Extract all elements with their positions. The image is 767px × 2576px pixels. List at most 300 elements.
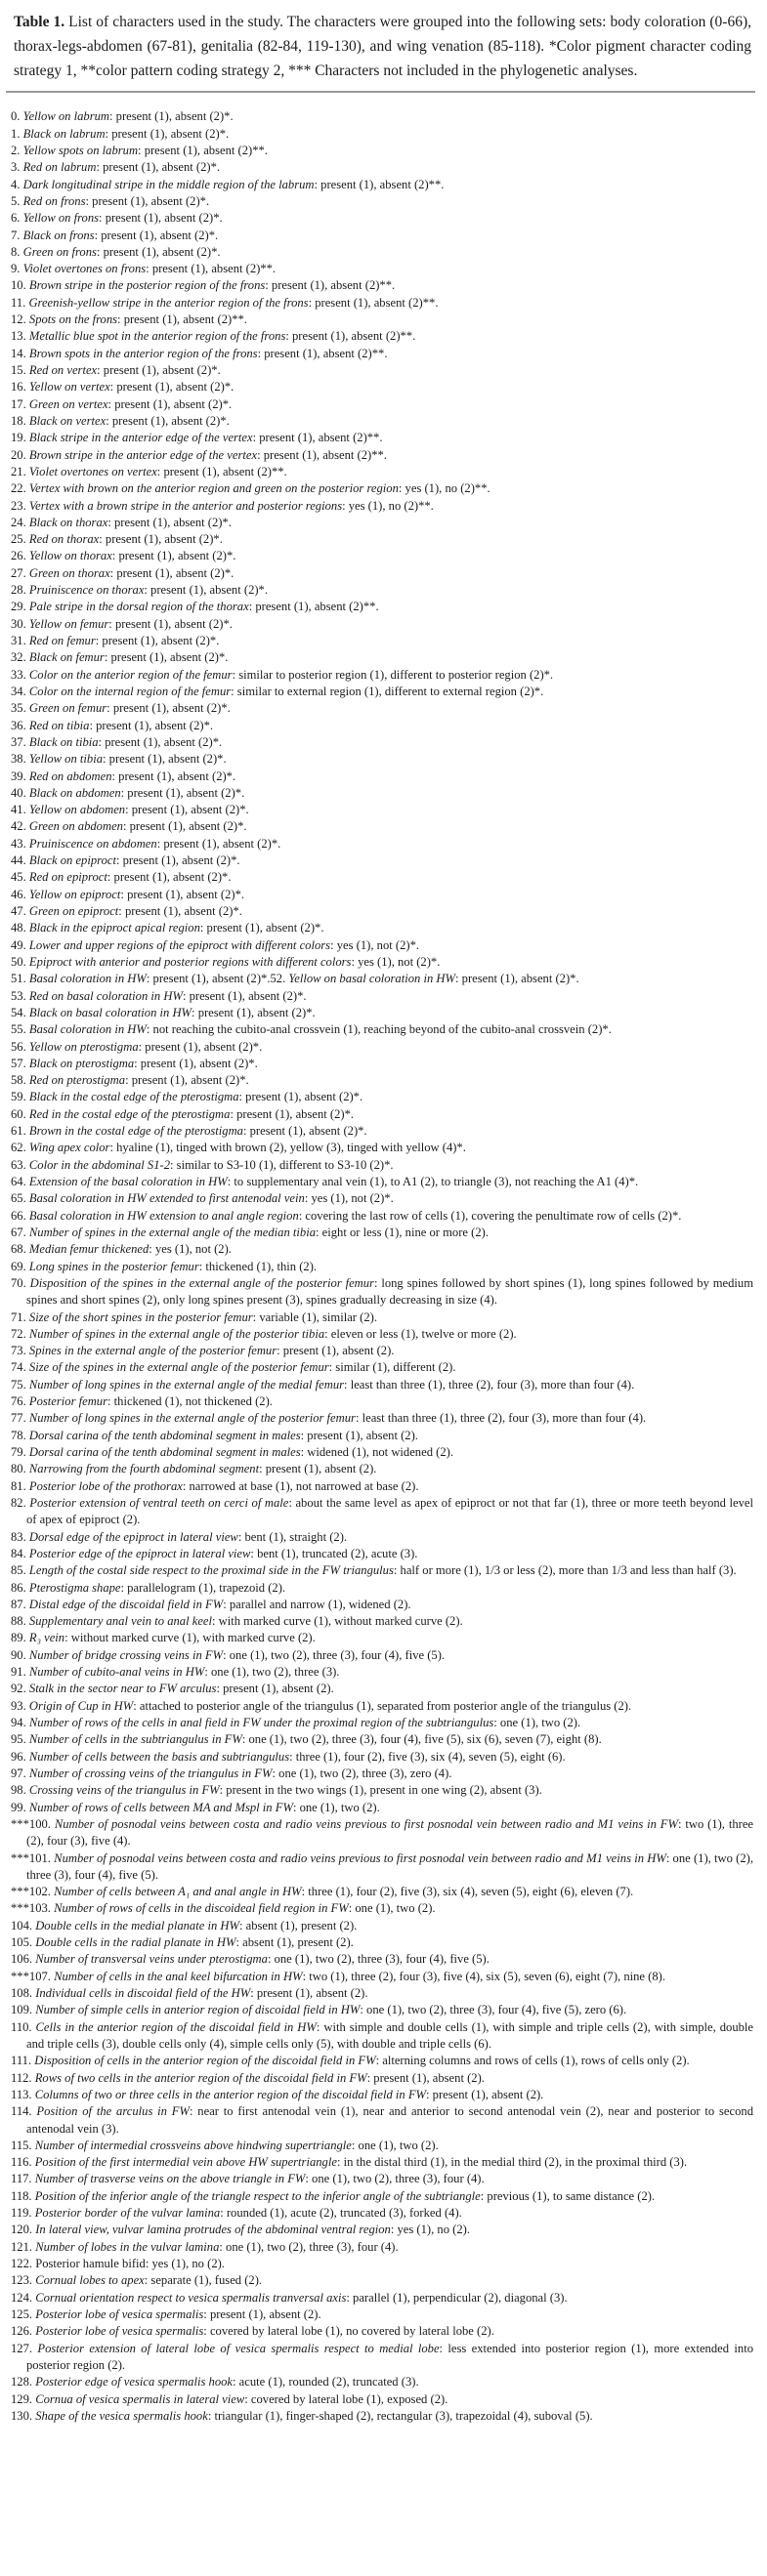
item-number: 77.: [11, 1411, 29, 1426]
item-number: 23.: [11, 498, 29, 513]
character-item: [11, 159, 753, 176]
item-name: Stalk in the sector near to FW arculus: [28, 1682, 217, 1696]
character-item: [11, 1275, 754, 1309]
character-item: [11, 1715, 753, 1731]
item-number: 20.: [11, 447, 29, 462]
character-item: [11, 1174, 753, 1190]
item-states: : present (1), absent (2)*.: [122, 819, 247, 834]
item-name: Cornua of vesica spermalis in lateral view: [35, 2391, 245, 2406]
item-number: 19.: [11, 431, 29, 445]
character-item: [11, 1630, 753, 1646]
character-item: [11, 616, 753, 633]
item-number: 0.: [11, 109, 23, 124]
character-item: [11, 1461, 753, 1477]
item-states: : least than three (1), three (2), four (3), more than four (4).: [355, 1411, 647, 1426]
item-number: 18.: [11, 413, 29, 428]
item-number: 107.: [28, 1969, 55, 1983]
item-number: 119.: [11, 2206, 35, 2221]
character-item: [11, 633, 753, 649]
item-name: Violet overtones on vertex: [28, 464, 157, 478]
item-name: Yellow on femur: [28, 616, 109, 631]
item-number: 4.: [11, 177, 23, 191]
item-name: Number of long spines in the external angle of the medial femur: [28, 1377, 345, 1392]
item-number: 36.: [11, 718, 29, 732]
character-item: [11, 2103, 753, 2138]
character-item: [11, 734, 753, 751]
item-number: 94.: [11, 1716, 29, 1730]
item-number: 95.: [11, 1732, 29, 1747]
item-name: Black on abdomen: [28, 785, 121, 800]
character-item: [11, 1766, 753, 1782]
item-states: : present (1), absent (2)*.: [144, 583, 269, 598]
item-states: : present (1), absent (2)*.: [242, 1124, 367, 1139]
item-states: : bent (1), truncated (2), acute (3).: [250, 1546, 418, 1560]
item-name: Yellow on tibia: [28, 752, 104, 767]
item-name: Number of intermedial crossveins above hindwing supertriangle: [34, 2138, 352, 2152]
character-item: [11, 1749, 753, 1766]
item-name: Red on tibia: [28, 718, 90, 732]
item-states: : one (1), two (2).: [493, 1716, 581, 1730]
item-states: : attached to posterior angle of the triangulus (1), separated from posterior angle of the triangulus (2).: [133, 1698, 632, 1713]
item-number: 38.: [11, 752, 29, 767]
item-states: : rounded (1), acute (2), truncated (3), forked (4).: [220, 2206, 462, 2221]
item-states: : present (1), absent (2)*.: [103, 752, 227, 767]
item-name: Posterior lobe of the prothorax: [28, 1478, 183, 1493]
item-name: Black on tibia: [28, 734, 99, 749]
character-item: [11, 346, 753, 362]
character-item: [11, 903, 753, 920]
item-states: : present (1), absent (2)*.: [107, 701, 231, 716]
item-name: Posterior femur: [28, 1394, 107, 1409]
item-states: : covered by lateral lobe (1), no covered by lateral lobe (2).: [203, 2324, 494, 2339]
character-item: [11, 1089, 753, 1105]
item-name: Green on frons: [22, 244, 97, 259]
item-states: : yes (1), not (2)*.: [351, 954, 441, 969]
item-name: Pterostigma shape: [28, 1580, 121, 1595]
item-number: 68.: [11, 1242, 29, 1257]
item-number: 21.: [11, 464, 29, 478]
item-name: Distal edge of the discoidal field in FW: [28, 1597, 224, 1611]
character-item: [11, 1597, 753, 1613]
item-name: Shape of the vesica spermalis hook: [35, 2408, 208, 2423]
character-item: [11, 1951, 753, 1968]
character-item: [11, 2222, 753, 2238]
character-item: [11, 2306, 753, 2323]
item-number: 116.: [11, 2155, 35, 2170]
item-number: 90.: [11, 1647, 29, 1662]
item-states: : present (1), absent (2)*.: [97, 363, 221, 378]
item-name: Pruiniscence on abdomen: [28, 836, 157, 851]
character-item: [11, 1731, 753, 1748]
item-name: Spines in the external angle of the posterior femur: [28, 1344, 277, 1358]
item-name: In lateral view, vulvar lamina protrudes of the abdominal ventral region: [35, 2223, 391, 2237]
item-number: 112.: [11, 2070, 35, 2085]
item-name: Basal coloration in HW: [28, 972, 147, 986]
item-states: : present (1), absent (2)*.: [85, 193, 210, 208]
item-number: 111.: [11, 2054, 35, 2068]
item-number: 83.: [11, 1529, 29, 1544]
item-states: : present (1), absent (2)*.: [104, 650, 229, 665]
item-name: Green on abdomen: [28, 819, 123, 834]
item-states: : similar to external region (1), different to external region (2)*.: [231, 684, 544, 698]
item-states: : present (1), absent (2)*.: [96, 244, 221, 259]
item-name: Crossing veins of the triangulus in FW: [28, 1783, 220, 1798]
item-name: Black on femur: [28, 650, 105, 665]
item-states: : one (1), two (2), three (3), four (4), five (5).: [223, 1647, 446, 1662]
item-number: 114.: [11, 2104, 37, 2119]
character-item: [11, 599, 753, 615]
character-item: [11, 1900, 753, 1917]
item-number: 33.: [11, 667, 29, 682]
item-name: Greenish-yellow stripe in the anterior region of the frons: [28, 295, 309, 310]
item-name: Epiproct with anterior and posterior regions with different colors: [28, 954, 352, 969]
character-item: [11, 2188, 753, 2205]
item-number: 102.: [28, 1885, 55, 1899]
item-number: 85.: [11, 1563, 29, 1578]
item-name: Color on the anterior region of the femur: [28, 667, 233, 682]
item-name: Number of trasverse veins on the above triangle in FW: [34, 2172, 306, 2186]
character-item: [11, 1850, 754, 1885]
not-included-marker: ***: [11, 1885, 29, 1899]
item-number: 45.: [11, 870, 29, 885]
character-item: [11, 1039, 753, 1056]
item-name: Metallic blue spot in the anterior region of the frons: [28, 329, 286, 344]
item-states: : present (1), absent (2).: [250, 1986, 368, 2001]
item-number: 9.: [11, 262, 23, 276]
item-number: 29.: [11, 600, 29, 614]
item-states: : one (1), two (2), three (3), four (4).: [305, 2172, 485, 2186]
item-states: : present (1), absent (2)*.: [134, 1056, 258, 1070]
character-item: [11, 143, 753, 159]
item-number: 100.: [28, 1816, 55, 1831]
item-number: 66.: [11, 1208, 29, 1223]
item-name: Red on pterostigma: [28, 1073, 126, 1088]
character-item: [11, 531, 753, 548]
character-item: [11, 718, 753, 734]
character-item: [11, 1969, 753, 1985]
character-item: [11, 1681, 753, 1697]
item-states: : one (1), two (2), three (3), four (4), five (5).: [26, 1850, 754, 1882]
item-name: Red in the costal edge of the pterostigma: [28, 1106, 231, 1121]
character-item: [11, 1478, 753, 1495]
item-states: : three (1), four (2), five (3), six (4), seven (5), eight (6).: [289, 1749, 566, 1764]
item-number: 73.: [11, 1344, 29, 1358]
item-name: Position of the first intermedial vein above HW supertriangle: [34, 2155, 337, 2170]
item-states: : present in the two wings (1), present in one wing (2), absent (3).: [219, 1783, 542, 1798]
item-name: Wing apex color: [28, 1141, 110, 1155]
not-included-marker: ***: [11, 1816, 29, 1831]
item-name: Red on labrum: [22, 160, 97, 175]
item-states: : one (1), two (2), three (3), zero (4).: [272, 1766, 452, 1780]
item-number: 57.: [11, 1056, 29, 1070]
item-name: Red on epiproct: [28, 870, 107, 885]
character-item: [11, 2323, 753, 2340]
item-number: 8.: [11, 244, 23, 259]
item-number: 108.: [11, 1986, 36, 2001]
item-states: : present (1), absent (2).: [300, 1428, 418, 1442]
character-item: [11, 2272, 753, 2289]
item-name: Size of the spines in the external angle of the posterior femur: [28, 1360, 329, 1375]
item-name: Dorsal edge of the epiproct in lateral view: [28, 1529, 238, 1544]
character-item: [11, 1225, 753, 1241]
item-states: : two (1), three (2), four (3), five (4), six (5), seven (6), eight (7), nine (8).: [302, 1969, 665, 1983]
item-number: 54.: [11, 1005, 29, 1019]
character-item: [11, 937, 753, 954]
character-item: [11, 480, 753, 497]
item-states: : one (1), two (2), three (3), four (4), five (5), six (6), seven (7), eight (8).: [241, 1732, 602, 1747]
character-item: [11, 1005, 753, 1021]
character-item: [11, 1056, 753, 1072]
character-item: [11, 1613, 753, 1630]
item-name: Posterior lobe of vesica spermalis: [35, 2306, 204, 2321]
item-number: 44.: [11, 853, 29, 868]
item-states: : yes (1), no (2)**.: [342, 498, 434, 513]
character-item: [11, 312, 753, 328]
item-name: Vertex with a brown stripe in the anterior and posterior regions: [28, 498, 343, 513]
item-number: 70.: [11, 1275, 30, 1290]
character-item: [11, 2290, 753, 2306]
item-name: Pale stripe in the dorsal region of the thorax: [28, 600, 249, 614]
item-number: 121.: [11, 2239, 36, 2254]
item-name: Disposition of the spines in the external angle of the posterior femur: [29, 1275, 374, 1290]
item-number: 93.: [11, 1698, 29, 1713]
item-states: : present (1), absent (2)**.: [138, 143, 268, 157]
item-name: Length of the costal side respect to the proximal side in the FW triangulus: [28, 1563, 394, 1578]
item-name: Pruiniscence on thorax: [28, 583, 145, 598]
item-number: 88.: [11, 1614, 29, 1629]
item-number: 2.: [11, 143, 23, 157]
item-states: : about the same level as apex of epiproct or not that far (1), three or more teeth beyond level of apex of epiproct (2).: [26, 1495, 753, 1527]
item-name: Black on labrum: [22, 126, 106, 141]
item-states: : present (1), absent (2).: [426, 2087, 544, 2101]
character-item: [11, 1698, 753, 1715]
item-number: 109.: [11, 2003, 36, 2017]
item-number: 15.: [11, 363, 29, 378]
item-number: 64.: [11, 1175, 29, 1189]
item-name: Cells in the anterior region of the discoidal field in HW: [35, 2019, 317, 2034]
item-name: Black stripe in the anterior edge of the vertex: [28, 431, 253, 445]
character-item: [11, 515, 753, 531]
item-states: : bent (1), straight (2).: [237, 1529, 348, 1544]
character-item: [11, 2408, 753, 2425]
character-item: [11, 2002, 753, 2018]
item-name: Posterior border of the vulvar lamina: [34, 2206, 221, 2221]
character-item: [11, 413, 753, 430]
item-states: : long spines followed by short spines (1), long spines followed by medium spines and short spines (2), only long spines present (3), spines gradually decreasing in size (4).: [26, 1275, 754, 1308]
item-number: 47.: [11, 904, 29, 919]
item-states: : yes (1), not (2)*.: [330, 937, 420, 952]
item-name: Black in the epiproct apical region: [28, 921, 200, 935]
item-name: Dorsal carina of the tenth abdominal segment in males: [28, 1428, 301, 1442]
item-states: : narrowed at base (1), not narrowed at base (2).: [182, 1478, 419, 1493]
item-name: Number of spines in the external angle of the median tibia: [28, 1225, 317, 1239]
item-name: Origin of Cup in HW: [28, 1698, 134, 1713]
not-included-marker: ***: [11, 1901, 29, 1916]
character-item: [11, 1580, 753, 1597]
item-states: : present (1), absent (2)*.: [109, 565, 234, 580]
character-item: [11, 1106, 753, 1123]
item-states: : not reaching the cubito-anal crossvein (1), reaching beyond of the cubito-anal crossvein (2)*.: [146, 1022, 612, 1037]
item-states: : present (1), absent (2)**.: [265, 278, 396, 293]
item-name: Black on frons: [22, 228, 95, 242]
item-number: 78.: [11, 1428, 29, 1442]
item-states: : present (1), absent (2)*.: [120, 887, 245, 901]
character-item: [11, 1934, 753, 1951]
character-item: [11, 1782, 753, 1799]
item-name: Brown in the costal edge of the pterostigma: [28, 1124, 243, 1139]
table-caption: [14, 10, 751, 83]
item-states: : present (1), absent (2)**.: [252, 431, 383, 445]
item-name: Number of bridge crossing veins in FW: [28, 1647, 224, 1662]
item-number: 75.: [11, 1377, 29, 1392]
item-name: Extension of the basal coloration in HW: [28, 1175, 228, 1189]
item-number: 110.: [11, 2019, 36, 2034]
item-states: : separate (1), fused (2).: [144, 2273, 263, 2288]
item-number: 63.: [11, 1157, 29, 1172]
item-name: Brown stripe in the anterior edge of the vertex: [28, 447, 258, 462]
item-states: : present (1), absent (2)*.: [107, 870, 232, 885]
item-number: 98.: [11, 1783, 29, 1798]
character-item: [11, 2087, 753, 2103]
item-name: Yellow on epiproct: [28, 887, 121, 901]
item-states: : alterning columns and rows of cells (1), rows of cells only (2).: [375, 2054, 690, 2068]
character-item: [11, 447, 753, 464]
item-states: : present (1), absent (2).: [277, 1344, 395, 1358]
item-name: Black on thorax: [28, 515, 108, 529]
character-item: [11, 1393, 753, 1410]
character-item: [11, 2138, 753, 2154]
item-number: 34.: [11, 684, 29, 698]
item-name: Posterior edge of vesica spermalis hook: [35, 2375, 234, 2389]
item-number: 96.: [11, 1749, 29, 1764]
item-states: : covered by lateral lobe (1), exposed (2).: [244, 2391, 448, 2406]
item-states: : yes (1), no (2)**.: [398, 481, 490, 496]
item-states: : thickened (1), not thickened (2).: [107, 1394, 273, 1409]
item-states: : present (1), absent (2)*.: [96, 160, 221, 175]
item-number: 35.: [11, 701, 29, 716]
item-name: Disposition of cells in the anterior region of the discoidal field in FW: [34, 2054, 376, 2068]
item-states: : to supplementary anal vein (1), to A1 (2), to triangle (3), not reaching the A1 (4)*.: [227, 1175, 639, 1189]
item-states: : one (1), two (2).: [348, 1901, 436, 1916]
item-number: 87.: [11, 1597, 29, 1611]
item-number: 106.: [11, 1952, 36, 1967]
character-item: [11, 1410, 753, 1427]
character-item: [11, 1664, 753, 1681]
character-item: [11, 1444, 753, 1461]
item-number: 103.: [28, 1901, 55, 1916]
item-name: Posterior extension of lateral lobe of vesica spermalis respect to medial lobe: [37, 2341, 440, 2355]
character-item: [11, 362, 753, 379]
item-number: 128.: [11, 2375, 36, 2389]
item-name: Black on pterostigma: [28, 1056, 135, 1070]
character-item: [11, 2171, 753, 2187]
item-name: Long spines in the posterior femur: [28, 1259, 199, 1273]
item-states: : present (1), absent (2)*.: [138, 1039, 263, 1054]
item-name: Red on frons: [22, 193, 86, 208]
item-states: : one (1), two (2), three (3), four (4).: [219, 2239, 399, 2254]
item-name: Yellow on frons: [22, 211, 100, 226]
table-caption-text: List of characters used in the study. The characters were grouped into the following sets: body coloration (0-66), thorax-legs-abdomen (67-81), genitalia (82-84, 119-130), and wing venation (85-118). *Color pigment character coding strategy 1, **color pattern coding strategy 2, *** Characters not included in the phylogenetic analyses.: [14, 14, 751, 80]
item-states: : present (1), absent (2)**.: [314, 177, 445, 191]
item-number: 56.: [11, 1039, 29, 1054]
item-states: : present (1), absent (2)**.: [117, 312, 247, 327]
character-item: [11, 1918, 753, 1934]
item-number: 59.: [11, 1090, 29, 1104]
item-name: Number of posnodal veins between costa and radio veins previous to first posnodal vein between radio and M1 veins in HW: [54, 1850, 666, 1865]
item-name: Green on thorax: [28, 565, 110, 580]
character-item: [11, 1208, 753, 1225]
item-number: 50.: [11, 954, 29, 969]
character-list: [6, 108, 755, 2425]
item-name: Rows of two cells in the anterior region of the discoidal field in FW: [34, 2070, 367, 2085]
character-item: [11, 2070, 753, 2087]
item-number: 27.: [11, 565, 29, 580]
character-item: [11, 244, 753, 261]
character-item: [11, 328, 753, 345]
item-name: Black on epiproct: [28, 853, 116, 868]
item-name: Number of cells between A₁ and anal angle in HW: [54, 1885, 302, 1899]
item-states: : previous (1), to same distance (2).: [480, 2188, 656, 2203]
item-number: 42.: [11, 819, 29, 834]
item-states: : variable (1), similar (2).: [252, 1309, 377, 1324]
item-number: 97.: [11, 1766, 29, 1780]
item-states: : present (1), absent (2)*.: [199, 921, 324, 935]
item-number: 31.: [11, 634, 29, 648]
item-number: 32.: [11, 650, 29, 665]
item-states: : present (1), absent (2)**.: [156, 464, 287, 478]
item-number: 67.: [11, 1225, 29, 1239]
character-item: [11, 2256, 753, 2272]
item-states: : hyaline (1), tinged with brown (2), yellow (3), tinged with yellow (4)*.: [109, 1141, 466, 1155]
item-number: 124.: [11, 2290, 36, 2305]
character-item: [11, 836, 753, 852]
item-name: Number of transversal veins under pterostigma: [35, 1952, 268, 1967]
character-item: [11, 988, 753, 1005]
item-states: : present (1), absent (2)*.: [230, 1106, 355, 1121]
item-number: 84.: [11, 1546, 29, 1560]
item-name: Position of the arculus in FW: [36, 2104, 190, 2119]
item-number: 46.: [11, 887, 29, 901]
item-name: Number of cells in the anal keel bifurcation in HW: [54, 1969, 303, 1983]
item-number: 17.: [11, 396, 29, 411]
item-name: Brown spots in the anterior region of the frons: [28, 346, 258, 360]
character-item: [11, 1495, 753, 1529]
character-item: [11, 1326, 753, 1343]
item-name: Number of spines in the external angle of the posterior tibia: [28, 1326, 325, 1341]
item-number: 12.: [11, 312, 29, 327]
item-name: Position of the inferior angle of the triangle respect to the inferior angle of the subtriangle: [34, 2188, 481, 2203]
character-item: [11, 887, 753, 903]
character-item: [11, 2341, 753, 2375]
character-item: [11, 852, 753, 869]
item-name: Black on vertex: [28, 413, 107, 428]
item-number: 91.: [11, 1665, 29, 1680]
item-number: 113.: [11, 2087, 35, 2101]
item-states: : present (1), absent (2).: [203, 2306, 321, 2321]
item-number: 3.: [11, 160, 23, 175]
item-number: 40.: [11, 785, 29, 800]
character-item: [11, 565, 753, 582]
item-states: : present (1), absent (2).: [216, 1682, 334, 1696]
item-states: : parallel (1), perpendicular (2), diagonal (3).: [346, 2290, 568, 2305]
item-name: Double cells in the radial planate in HW: [35, 1935, 236, 1950]
character-item: [11, 1190, 753, 1207]
character-item: [11, 177, 753, 193]
character-item: [11, 582, 753, 599]
character-item: [11, 1546, 753, 1562]
character-item: [11, 498, 753, 515]
item-number: 51.: [11, 972, 29, 986]
